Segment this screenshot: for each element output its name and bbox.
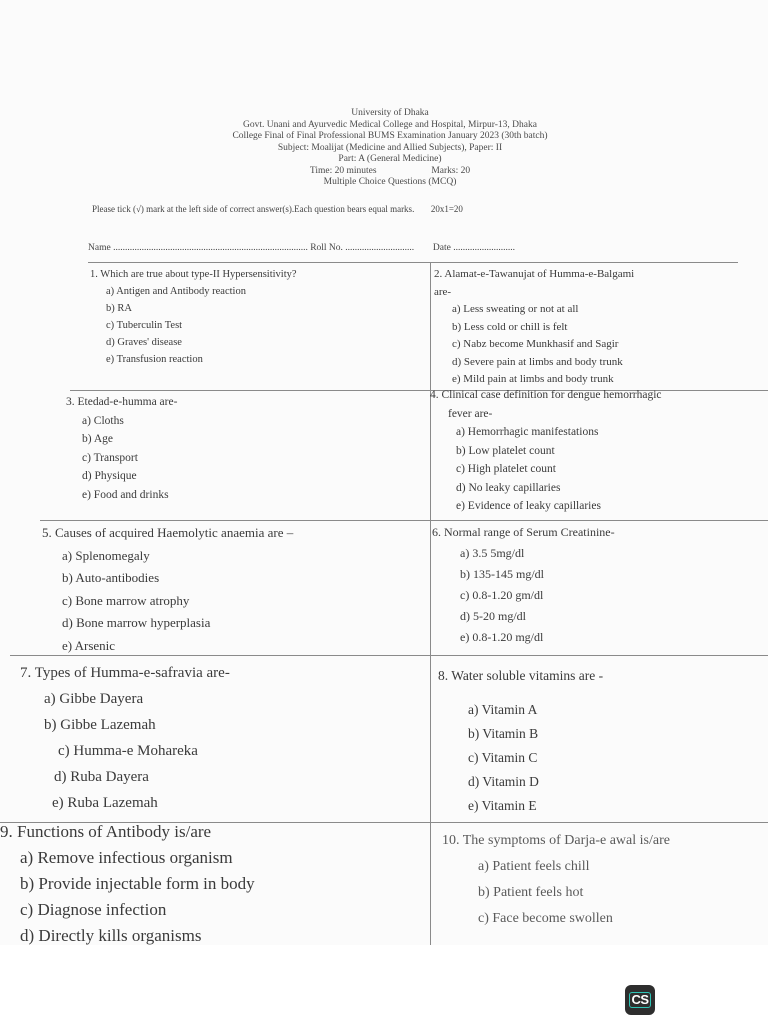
question-text: 7. Types of Humma-e-safravia are- (20, 665, 230, 681)
option-b[interactable]: b) Patient feels hot (478, 885, 584, 900)
question-text-cont: are- (434, 285, 452, 298)
option-c[interactable]: c) Bone marrow atrophy (62, 592, 190, 608)
option-c[interactable]: c) Tuberculin Test (106, 320, 183, 331)
option-d[interactable]: d) Vitamin D (468, 774, 539, 789)
college-name: Govt. Unani and Ayurvedic Medical College and Hospital, Mirpur-13, Dhaka (243, 119, 537, 130)
option-d[interactable]: d) Graves' disease (106, 337, 182, 348)
option-b[interactable]: b) Auto-antibodies (62, 570, 160, 585)
question-text: 9. Functions of Antibody is/are (0, 822, 212, 841)
logo-text: CS (631, 992, 649, 1007)
option-c[interactable]: c) Nabz become Munkhasif and Sagir (452, 338, 619, 350)
university-name: University of Dhaka (351, 108, 429, 118)
question-text: 3. Etedad-e-humma are- (66, 396, 178, 408)
option-e[interactable]: e) Transfusion reaction (106, 354, 203, 365)
time-label: Time: 20 minutes (309, 165, 377, 176)
option-d[interactable]: d) Ruba Dayera (54, 769, 149, 785)
option-c[interactable]: c) 0.8-1.20 gm/dl (460, 588, 544, 602)
option-e[interactable]: e) Evidence of leaky capillaries (456, 500, 601, 512)
option-e[interactable]: e) Vitamin E (468, 798, 537, 813)
option-a[interactable]: a) Vitamin A (468, 702, 538, 717)
option-d[interactable]: d) Severe pain at limbs and body trunk (452, 355, 623, 368)
roll-label: Roll No. (310, 243, 343, 253)
row-divider (40, 520, 768, 521)
option-b[interactable]: b) Age (82, 433, 113, 445)
subject-line: Subject: Moalijat (Medicine and Allied Subjects), Paper: II (277, 142, 503, 153)
question-text-cont: fever are- (448, 407, 493, 420)
question-text: 1. Which are true about type-II Hypersensitivity? (90, 269, 297, 280)
name-blank[interactable]: .................................................................................. (113, 243, 308, 253)
time-marks-line (60, 166, 720, 178)
option-b[interactable]: b) 135-145 mg/dl (460, 567, 544, 581)
question-2 (434, 266, 768, 389)
question-3 (66, 393, 426, 504)
student-info-row (88, 243, 738, 253)
option-d[interactable]: d) Physique (82, 470, 137, 482)
option-b[interactable]: b) Gibbe Lazemah (44, 717, 156, 733)
date-label: Date (432, 243, 451, 253)
question-7 (20, 660, 428, 816)
question-text: 10. The symptoms of Darja-e awal is/are (442, 833, 670, 848)
option-c[interactable]: c) Diagnose infection (20, 900, 167, 919)
question-text: 6. Normal range of Serum Creatinine- (432, 525, 615, 539)
option-a[interactable]: a) Remove infectious organism (20, 848, 233, 867)
question-text: 2. Alamat-e-Tawanujat of Humma-e-Balgami (434, 268, 635, 280)
option-a[interactable]: a) Less sweating or not at all (452, 303, 579, 315)
roll-blank[interactable]: ............................. (345, 243, 415, 253)
option-b[interactable]: b) Low platelet count (456, 444, 555, 457)
question-9 (0, 819, 428, 945)
date-blank[interactable]: .......................... (453, 243, 515, 253)
option-a[interactable]: a) Cloths (82, 414, 124, 427)
option-c[interactable]: c) Vitamin C (468, 750, 538, 765)
question-6 (432, 522, 768, 648)
option-d[interactable]: d) Bone marrow hyperplasia (62, 615, 211, 630)
option-b[interactable]: b) RA (106, 303, 132, 314)
instruction-line (92, 204, 732, 214)
row-divider (88, 262, 738, 263)
exam-title: College Final of Final Professional BUMS Examination January 2023 (30th batch) (232, 131, 548, 141)
part-line: Part: A (General Medicine) (338, 154, 442, 164)
option-a[interactable]: a) Hemorrhagic manifestations (456, 426, 599, 438)
option-c[interactable]: c) High platelet count (456, 463, 556, 475)
question-10 (442, 828, 768, 932)
marks-formula: 20x1=20 (430, 204, 463, 214)
option-a[interactable]: a) Splenomegaly (62, 547, 150, 563)
option-b[interactable]: b) Vitamin B (468, 726, 539, 741)
option-e[interactable]: e) Mild pain at limbs and body trunk (452, 373, 614, 385)
question-1 (90, 266, 425, 368)
option-a[interactable]: a) Patient feels chill (478, 859, 590, 874)
option-d[interactable]: d) Directly kills organisms (20, 926, 202, 945)
option-b[interactable]: b) Less cold or chill is felt (452, 320, 568, 333)
option-b[interactable]: b) Provide injectable form in body (20, 874, 255, 893)
option-a[interactable]: a) Antigen and Antibody reaction (106, 286, 246, 297)
question-text: 8. Water soluble vitamins are - (438, 668, 604, 683)
option-e[interactable]: e) Arsenic (62, 637, 116, 653)
question-text: 4. Clinical case definition for dengue hemorrhagic (430, 389, 662, 401)
option-e[interactable]: e) 0.8-1.20 mg/dl (460, 630, 544, 644)
question-5 (42, 522, 427, 657)
name-label: Name (88, 243, 111, 253)
option-a[interactable]: a) Gibbe Dayera (44, 691, 144, 707)
questions-table (0, 262, 768, 945)
option-d[interactable]: d) 5-20 mg/dl (460, 609, 526, 623)
mcq-title: Multiple Choice Questions (MCQ) (323, 177, 457, 187)
marks-label: Marks: 20 (431, 165, 471, 176)
option-a[interactable]: a) 3.5 5mg/dl (460, 546, 525, 560)
option-e[interactable]: e) Ruba Lazemah (52, 795, 158, 811)
option-c[interactable]: c) Face become swollen (478, 911, 613, 926)
option-e[interactable]: e) Food and drinks (82, 488, 169, 501)
option-d[interactable]: d) No leaky capillaries (456, 481, 561, 494)
option-c[interactable]: c) Humma-e Mohareka (58, 743, 198, 759)
question-8 (438, 664, 768, 818)
instruction-text: Please tick (√) mark at the left side of correct answer(s).Each question bears equal marks. (92, 204, 415, 214)
question-text: 5. Causes of acquired Haemolytic anaemia are – (42, 525, 294, 540)
option-c[interactable]: c) Transport (82, 451, 138, 464)
exam-header (60, 108, 720, 189)
column-divider (430, 262, 431, 945)
question-4 (430, 386, 768, 516)
camscanner-logo (625, 985, 655, 1015)
